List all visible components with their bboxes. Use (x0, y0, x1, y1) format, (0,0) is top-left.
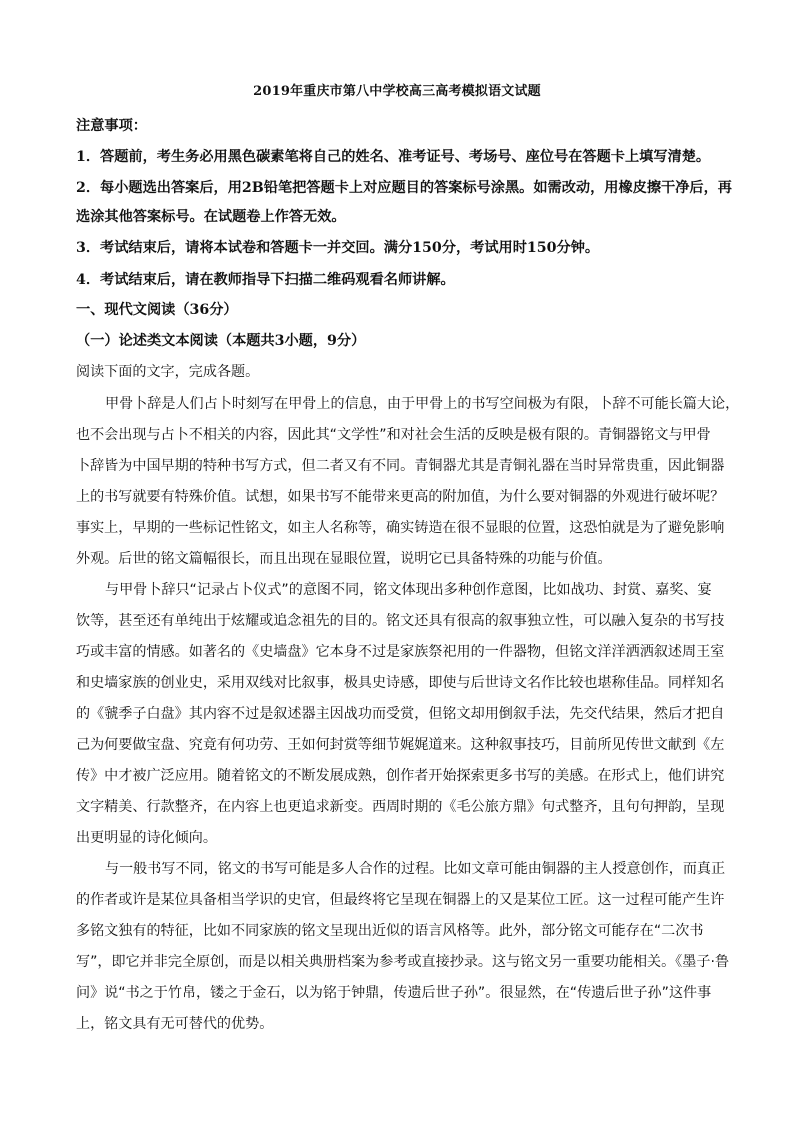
passage-line: 的作者或许是某位具备相当学识的史官，但最终将它呈现在铜器上的又是某位工匠。这一过程可能产生许 (76, 892, 725, 908)
notice-line: 选涂其他答案标号。在试题卷上作答无效。 (76, 209, 346, 225)
passage-line: 多铭文独有的特征，比如不同家族的铭文呈现出近似的语言风格等。此外，部分铭文可能存在“二次书 (76, 923, 704, 939)
passage-line: 写”，即它并非完全原创，而是以相关典册档案为参考或直接抄录。这与铭文另一重要功能相关。《墨子·鲁 (76, 954, 730, 970)
passage-line: 与甲骨卜辞只“记录占卜仪式”的意图不同，铭文体现出多种创作意图，比如战功、封赏、嘉奖、宴 (105, 582, 712, 598)
passage-line: 问》说“书之于竹帛，镂之于金石，以为铭于钟鼎，传遗后世子孙”。很显然，在“传遗后世子孙”这件事 (76, 985, 712, 1001)
notice-line: 4．考试结束后，请在教师指导下扫描二维码观看名师讲解。 (76, 272, 455, 288)
passage-line: 上，铭文具有无可替代的优势。 (76, 1016, 274, 1032)
passage-line: 卜辞皆为中国早期的特种书写方式，但二者又有不同。青铜器尤其是青铜礼器在当时异常贵重，因此铜器 (76, 458, 725, 474)
passage-line: 饮等，甚至还有单纯出于炫耀或追念祖先的目的。铭文还具有很高的叙事独立性，可以融入复杂的书写技 (76, 613, 725, 629)
passage-line: 文字精美、行款整齐，在内容上也更追求新变。西周时期的《毛公旅方鼎》句式整齐，且句句押韵，呈现 (76, 799, 725, 815)
passage-line: 传》中才被广泛应用。随着铭文的不断发展成熟，创作者开始探索更多书写的美感。在形式上，他们讲究 (76, 768, 725, 784)
passage-line: 也不会出现与占卜不相关的内容，因此其“文学性”和对社会生活的反映是极有限的。青铜器铭文与甲骨 (76, 427, 711, 443)
passage-line: 外观。后世的铭文篇幅很长，而且出现在显眼位置，说明它已具备特殊的功能与价值。 (76, 551, 612, 567)
passage-line: 巧或丰富的情感。如著名的《史墙盘》它本身不过是家族祭祀用的一件器物，但铭文洋洋洒洒叙述周王室 (76, 644, 725, 660)
passage-line: 的《虢季子白盘》其内容不过是叙述器主因战功而受赏，但铭文却用倒叙手法，先交代结果，然后才把自 (76, 706, 725, 722)
passage-line: 己为何要做宝盘、究竟有何功劳、王如何封赏等细节娓娓道来。这种叙事技巧，目前所见传世文献到《左 (76, 737, 725, 753)
passage-line: 上的书写就要有特殊价值。试想，如果书写不能带来更高的附加值，为什么要对铜器的外观进行破坏呢？ (76, 489, 725, 505)
notice-line: 3．考试结束后，请将本试卷和答题卡一并交回。满分150分，考试用时150分钟。 (76, 240, 600, 256)
passage-line: 出更明显的诗化倾向。 (76, 830, 217, 846)
subsection-heading: （一）论述类文本阅读（本题共3小题，9分） (76, 333, 366, 349)
reading-instruction: 阅读下面的文字，完成各题。 (76, 364, 260, 380)
passage-line: 与一般书写不同，铭文的书写可能是多人合作的过程。比如文章可能由铜器的主人授意创作，而真正 (105, 861, 726, 877)
notice-line: 2．每小题选出答案后，用2B铅笔把答题卡上对应题目的答案标号涂黑。如需改动，用橡皮擦干净后，再 (76, 180, 732, 196)
passage-line: 和史墙家族的创业史，采用双线对比叙事，极具史诗感，即使与后世诗文名作比较也堪称佳品。同样知名 (76, 675, 725, 691)
section-heading: 一、现代文阅读（36分） (76, 302, 238, 318)
notice-line: 1．答题前，考生务必用黑色碳素笔将自己的姓名、准考证号、考场号、座位号在答题卡上填写清楚。 (76, 149, 711, 165)
exam-title: 2019年重庆市第八中学校高三高考模拟语文试题 (253, 84, 541, 99)
notice-heading: 注意事项： (76, 118, 147, 134)
passage-line: 甲骨卜辞是人们占卜时刻写在甲骨上的信息，由于甲骨上的书写空间极为有限，卜辞不可能长篇大论， (105, 396, 740, 412)
passage-line: 事实上，早期的一些标记性铭文，如主人名称等，确实铸造在很不显眼的位置，这恐怕就是为了避免影响 (76, 520, 725, 536)
